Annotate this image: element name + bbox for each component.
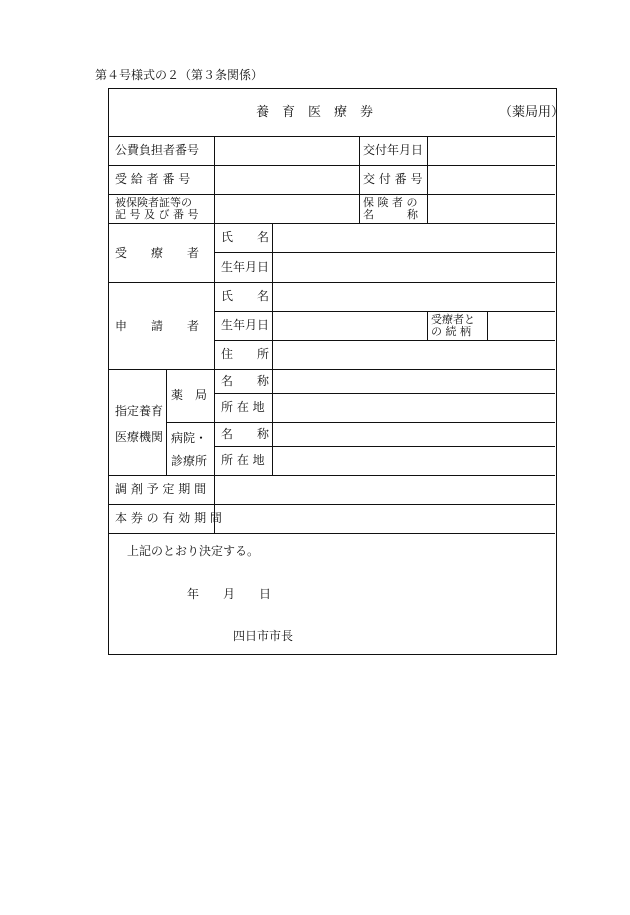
recipient-number-label: 受 給 者 番 号 bbox=[115, 172, 191, 186]
insured-card-number-label-line2: 記 号 及 び 番 号 bbox=[115, 208, 199, 221]
clinic-label-line2: 診療所 bbox=[171, 454, 208, 468]
insured-card-number-label-line1: 被保険者証等の bbox=[115, 196, 192, 209]
form-reference: 第４号様式の２（第３条関係） bbox=[95, 68, 264, 82]
pharmacy-label: 薬 局 bbox=[171, 388, 208, 402]
insurer-name-label-line1: 保 険 者 の bbox=[363, 196, 418, 209]
decision-date-line: 年 月 日 bbox=[187, 587, 272, 601]
issue-date-label: 交付年月日 bbox=[363, 143, 424, 157]
clinic-label-line1: 病院・ bbox=[171, 431, 208, 445]
validity-period-label: 本 券 の 有 効 期 間 bbox=[115, 511, 222, 525]
applicant-birthdate-label: 生年月日 bbox=[221, 318, 270, 332]
dispensing-period-label: 調 剤 予 定 期 間 bbox=[115, 482, 207, 496]
form-subtitle: （薬局用） bbox=[499, 105, 565, 120]
applicant-label: 申 請 者 bbox=[115, 319, 200, 333]
designated-institution-label-line2: 医療機関 bbox=[115, 430, 164, 444]
pharmacy-location-label: 所 在 地 bbox=[221, 400, 265, 414]
patient-name-label: 氏 名 bbox=[221, 230, 270, 244]
designated-institution-label-line1: 指定養育 bbox=[115, 404, 164, 418]
pharmacy-name-label: 名 称 bbox=[221, 374, 270, 388]
clinic-location-label: 所 在 地 bbox=[221, 453, 265, 467]
medical-coupon-form bbox=[108, 88, 565, 655]
insurer-name-label-line2: 名 称 bbox=[363, 208, 418, 221]
signer-title: 四日市市長 bbox=[233, 629, 294, 643]
applicant-address-label: 住 所 bbox=[221, 347, 270, 361]
patient-label: 受 療 者 bbox=[115, 246, 200, 260]
applicant-name-label: 氏 名 bbox=[221, 289, 270, 303]
relation-label-line2: の 続 柄 bbox=[431, 325, 471, 338]
form-title: 養 育 医 療 券 bbox=[256, 105, 374, 120]
relation-label-line1: 受療者と bbox=[431, 313, 475, 326]
public-payer-number-label: 公費負担者番号 bbox=[115, 143, 200, 157]
clinic-name-label: 名 称 bbox=[221, 427, 270, 441]
issue-number-label: 交 付 番 号 bbox=[363, 172, 423, 186]
patient-birthdate-label: 生年月日 bbox=[221, 260, 270, 274]
decision-text: 上記のとおり決定する。 bbox=[127, 544, 260, 558]
